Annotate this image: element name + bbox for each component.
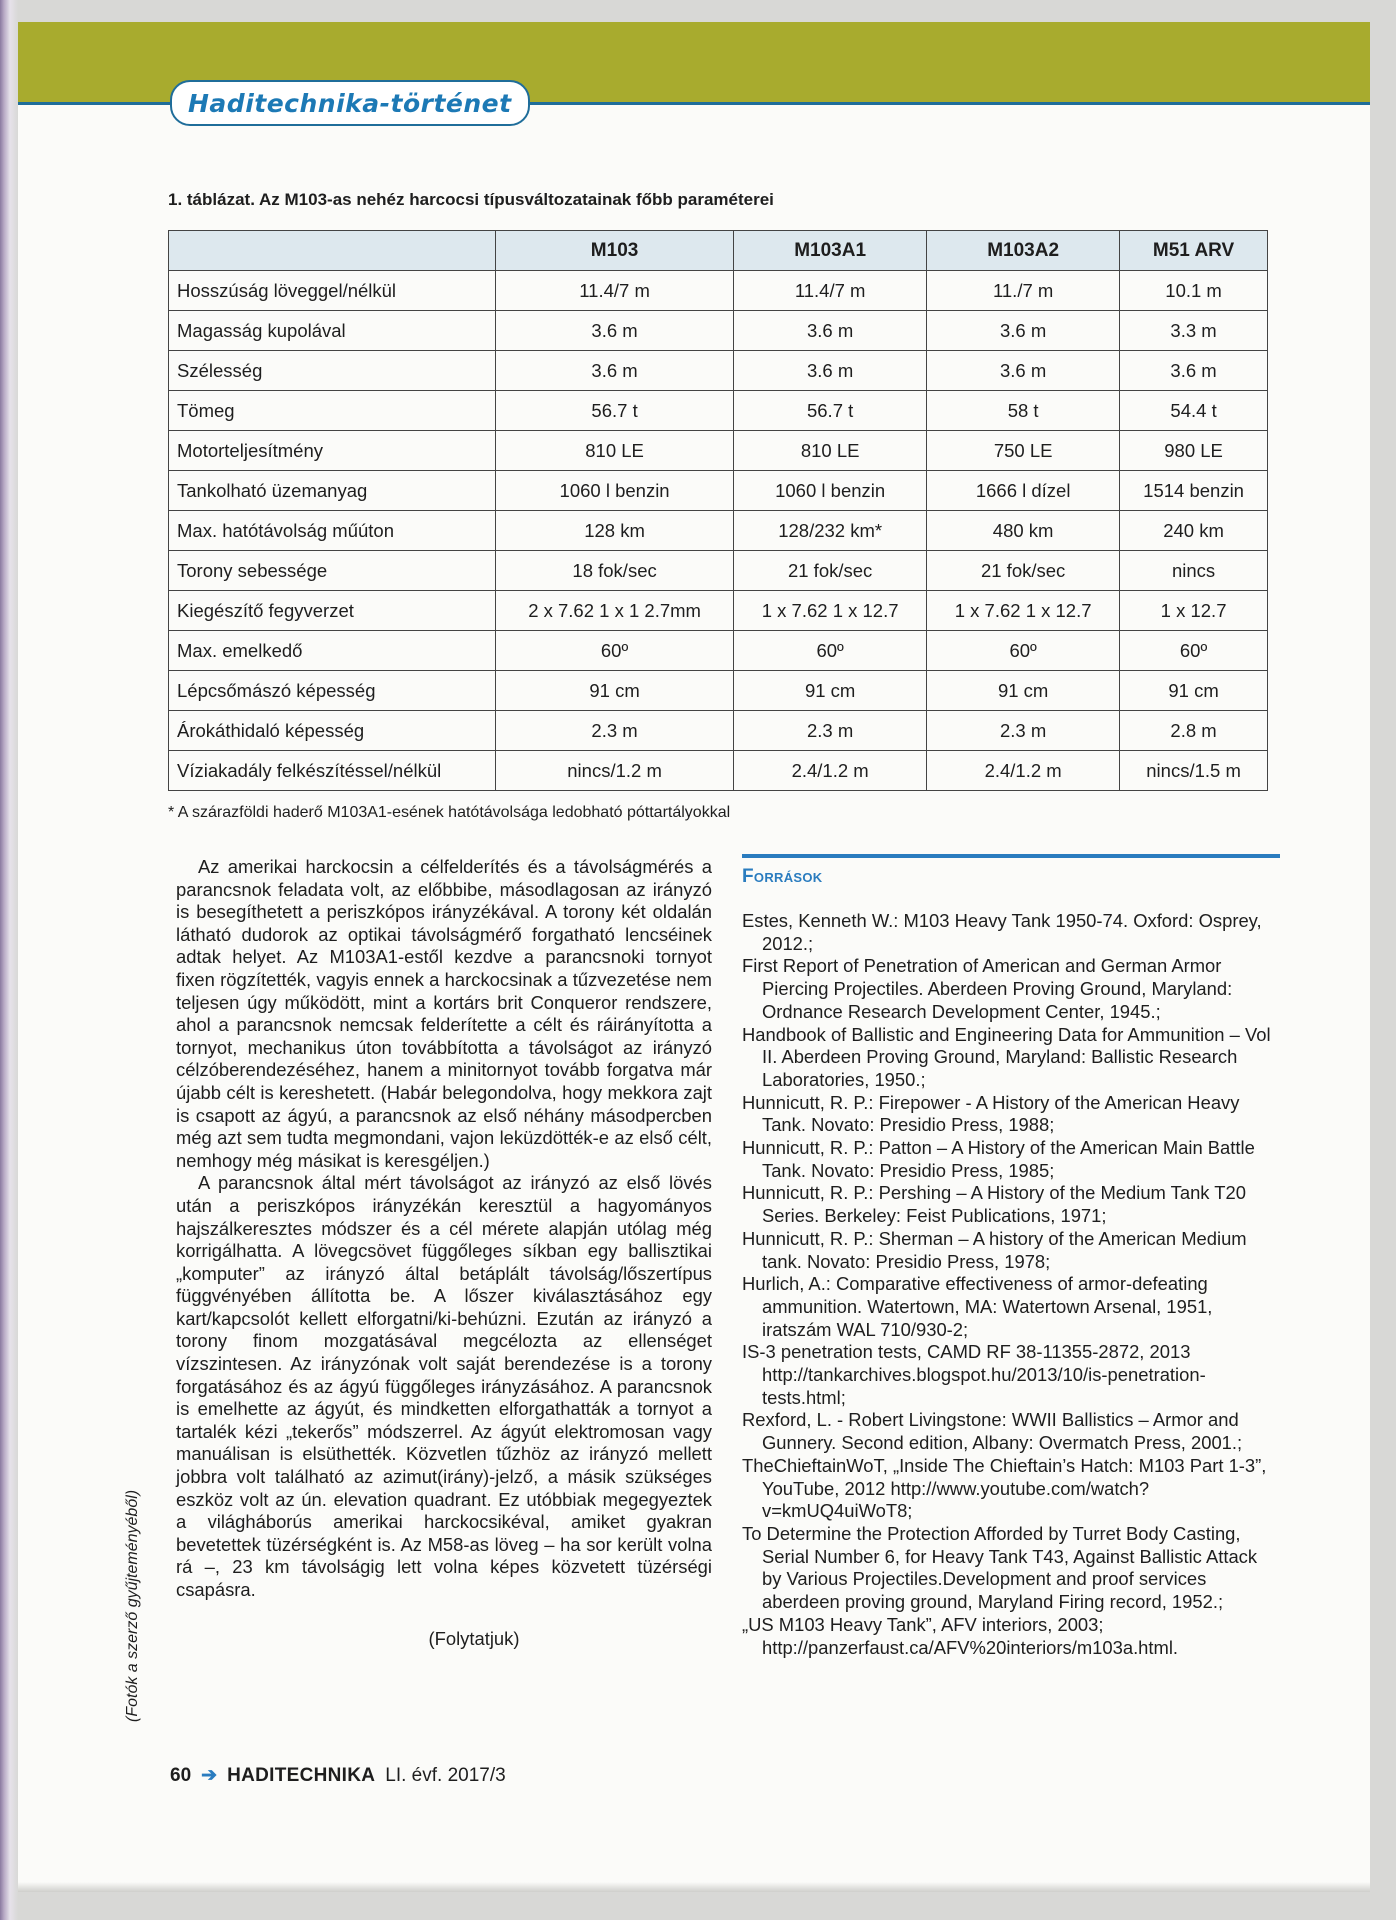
table-cell: 240 km xyxy=(1120,511,1268,551)
table-cell: 3.6 m xyxy=(496,311,734,351)
table-cell: 3.6 m xyxy=(927,311,1120,351)
table-column-header: M103A2 xyxy=(927,231,1120,271)
sources-box xyxy=(742,854,1280,1659)
table-row-label: Torony sebessége xyxy=(169,551,496,591)
table-cell: 11./7 m xyxy=(927,271,1120,311)
sources-title: Források xyxy=(742,866,823,887)
table-cell: 11.4/7 m xyxy=(734,271,927,311)
table-cell: 1060 l benzin xyxy=(496,471,734,511)
source-item: First Report of Penetration of American and German Armor Piercing Projectiles. Aberdeen Proving Ground, Maryland: Ordnance Research Development Center, 1945.; xyxy=(742,955,1233,1022)
table-cell: 1666 l dízel xyxy=(927,471,1120,511)
table-row xyxy=(169,511,1268,551)
table-column-header: M51 ARV xyxy=(1120,231,1268,271)
table-cell: 750 LE xyxy=(927,431,1120,471)
table-row xyxy=(169,311,1268,351)
source-item: Rexford, L. - Robert Livingstone: WWII Ballistics – Armor and Gunnery. Second edition, Albany: Overmatch Press, 2001.; xyxy=(742,1409,1243,1454)
table-row-label: Tankolható üzemanyag xyxy=(169,471,496,511)
source-item: TheChieftainWoT, „Inside The Chieftain’s Hatch: M103 Part 1-3”, YouTube, 2012 http://www.youtube.com/watch?v=kmUQ4uiWoT8; xyxy=(742,1454,1267,1522)
table-cell: 60º xyxy=(927,631,1120,671)
table-cell: 3.6 m xyxy=(1120,351,1268,391)
source-item: Hunnicutt, R. P.: Pershing – A History of the Medium Tank T20 Series. Berkeley: Feist Publications, 1971; xyxy=(742,1182,1246,1227)
table-cell: 3.6 m xyxy=(734,311,927,351)
table-cell: nincs xyxy=(1120,551,1268,591)
table-caption: 1. táblázat. Az M103-as nehéz harcocsi típusváltozatainak főbb paraméterei xyxy=(168,190,774,209)
table-row xyxy=(169,751,1268,791)
table-cell: 2.4/1.2 m xyxy=(734,751,927,791)
table-cell: 91 cm xyxy=(927,671,1120,711)
table-cell: nincs/1.5 m xyxy=(1120,751,1268,791)
table-cell: 60º xyxy=(496,631,734,671)
table-cell: 480 km xyxy=(927,511,1120,551)
page-number: 60 xyxy=(170,1765,192,1786)
table-cell: 128 km xyxy=(496,511,734,551)
table-cell: 56.7 t xyxy=(496,391,734,431)
table-row xyxy=(169,551,1268,591)
source-item: „US M103 Heavy Tank”, AFV interiors, 2003; http://panzerfaust.ca/AFV%20interiors/m103a.html. xyxy=(742,1613,1179,1658)
table-header-row xyxy=(169,231,1268,271)
table-footnote: * A szárazföldi haderő M103A1-esének hatótávolsága ledobható póttartályokkal xyxy=(168,804,731,821)
sources-rule xyxy=(742,854,1280,858)
table-cell: 3.6 m xyxy=(496,351,734,391)
table-cell: 2.3 m xyxy=(496,711,734,751)
table-row-label: Max. emelkedő xyxy=(169,631,496,671)
table-cell: 810 LE xyxy=(734,431,927,471)
continued-note: (Folytatjuk) xyxy=(428,1627,520,1649)
table-cell: 10.1 m xyxy=(1120,271,1268,311)
table-cell: 60º xyxy=(734,631,927,671)
table-cell: 2.8 m xyxy=(1120,711,1268,751)
table-cell: 60º xyxy=(1120,631,1268,671)
table-cell: 3.3 m xyxy=(1120,311,1268,351)
arrow-icon: ➔ xyxy=(201,1765,218,1786)
table-cell: 810 LE xyxy=(496,431,734,471)
source-item: Hunnicutt, R. P.: Patton – A History of the American Main Battle Tank. Novato: Presidio Press, 1985; xyxy=(742,1137,1255,1181)
table-cell: 1 x 7.62 1 x 12.7 xyxy=(734,591,927,631)
table-row-label: Hosszúság löveggel/nélkül xyxy=(169,271,496,311)
section-tab xyxy=(170,80,530,126)
table-row-label: Lépcsőmászó képesség xyxy=(169,671,496,711)
table-cell: 128/232 km* xyxy=(734,511,927,551)
table-row-label: Árokáthidaló képesség xyxy=(169,711,496,751)
table-header-corner xyxy=(169,231,496,271)
table-row xyxy=(169,671,1268,711)
source-item: To Determine the Protection Afforded by Turret Body Casting, Serial Number 6, for Heavy Tank T43, Against Ballistic Attack by Various Projectiles.Development and proof services aberdeen proving ground, Maryland Firing record, 1952.; xyxy=(742,1522,1258,1613)
table-cell: 980 LE xyxy=(1120,431,1268,471)
table-row xyxy=(169,391,1268,431)
table-row-label: Szélesség xyxy=(169,351,496,391)
table-cell: 56.7 t xyxy=(734,391,927,431)
table-cell: nincs/1.2 m xyxy=(496,751,734,791)
photo-credit: (Fotók a szerző gyűjteményéből) xyxy=(124,1489,141,1722)
issue-label: LI. évf. 2017/3 xyxy=(385,1765,506,1786)
source-item: Estes, Kenneth W.: M103 Heavy Tank 1950-74. Oxford: Osprey, 2012.; xyxy=(742,910,1262,954)
page-footer xyxy=(170,1764,506,1787)
source-item: Hunnicutt, R. P.: Firepower - A History of the American Heavy Tank. Novato: Presidio Press, 1988; xyxy=(742,1091,1240,1136)
source-item: Hurlich, A.: Comparative effectiveness of armor-defeating ammunition. Watertown, MA: Watertown Arsenal, 1951, iratszám WAL 710/930-2; xyxy=(742,1273,1213,1340)
table-row xyxy=(169,591,1268,631)
magazine-name: HADITECHNIKA xyxy=(227,1765,376,1786)
table-cell: 91 cm xyxy=(1120,671,1268,711)
table-row-label: Víziakadály felkészítéssel/nélkül xyxy=(169,751,496,791)
table-cell: 1 x 12.7 xyxy=(1120,591,1268,631)
table-cell: 21 fok/sec xyxy=(927,551,1120,591)
table-cell: 91 cm xyxy=(496,671,734,711)
source-item: IS-3 penetration tests, CAMD RF 38-11355-2872, 2013 http://tankarchives.blogspot.hu/2013/10/is-penetration-tests.html; xyxy=(742,1341,1206,1408)
table-row-label: Motorteljesítmény xyxy=(169,431,496,471)
table-cell: 11.4/7 m xyxy=(496,271,734,311)
section-tab-label: Haditechnika-történet xyxy=(188,88,512,118)
table-cell: 2 x 7.62 1 x 1 2.7mm xyxy=(496,591,734,631)
table-row-label: Tömeg xyxy=(169,391,496,431)
article-column xyxy=(176,856,712,1650)
table-row xyxy=(169,431,1268,471)
table-cell: 58 t xyxy=(927,391,1120,431)
table-column-header: M103A1 xyxy=(734,231,927,271)
table-row-label: Kiegészítő fegyverzet xyxy=(169,591,496,631)
sources-list xyxy=(742,910,1280,1659)
table-row xyxy=(169,711,1268,751)
table-cell: 2.3 m xyxy=(927,711,1120,751)
table-cell: 3.6 m xyxy=(927,351,1120,391)
table-row xyxy=(169,271,1268,311)
page-bottom-edge xyxy=(18,1882,1370,1892)
table-row xyxy=(169,631,1268,671)
source-item: Handbook of Ballistic and Engineering Data for Ammunition – Vol II. Aberdeen Proving Ground, Maryland: Ballistic Research Laboratories, 1950.; xyxy=(742,1023,1271,1090)
table-row-label: Max. hatótávolság műúton xyxy=(169,511,496,551)
table-row-label: Magasság kupolával xyxy=(169,311,496,351)
table-cell: 2.4/1.2 m xyxy=(927,751,1120,791)
article-paragraph: Az amerikai harckocsin a célfelderítés és a távolságmérés a parancsnok feladata volt, az előbbibe, másodlagosan az irányzó is besegíthetett a periszkópos irányzékával. A torony két oldalán látható dudorok az optikai távolságmérő forgatható lencséinek adtak helyet. Az M103A1-estől kezdve a parancsnoki tornyot fixen rögzítették, vagyis ennek a harckocsinak a tűzvezetése nem teljesen úgy működött, mint a kortárs brit Conqueror rendszere, ahol a parancsnok nemcsak felderítette a célt és ráirányította a tornyot, mechanikus úton továbbította a távolságot az irányzó célzóberendezéséhez, hanem a minitornyot tovább forgatva már újabb célt is kereshetett. (Habár belegondolva, hogy mekkora zajt is csapott az ágyú, a parancsnok az első néhány másodpercben még azt sem tudta megmondani, vajon leküzdötték-e az első célt, nemhogy még másikat is keresgéljen.) xyxy=(176,856,712,1171)
table-cell: 1514 benzin xyxy=(1120,471,1268,511)
table-cell: 91 cm xyxy=(734,671,927,711)
table-cell: 2.3 m xyxy=(734,711,927,751)
magazine-page xyxy=(18,22,1370,1892)
table-cell: 21 fok/sec xyxy=(734,551,927,591)
source-item: Hunnicutt, R. P.: Sherman – A history of the American Medium tank. Novato: Presidio Press, 1978; xyxy=(742,1227,1247,1272)
table-row xyxy=(169,351,1268,391)
page-binding-edge xyxy=(0,0,18,1920)
spec-table xyxy=(168,230,1268,791)
table-column-header: M103 xyxy=(496,231,734,271)
table-cell: 18 fok/sec xyxy=(496,551,734,591)
table-cell: 54.4 t xyxy=(1120,391,1268,431)
table-body xyxy=(169,271,1268,791)
article-paragraph: A parancsnok által mért távolságot az irányzó az első lövés után a periszkópos irányzékán keresztül a hagyományos hajszálkeresztes módszer és a cél mérete alapján utólag még korrigálhatta. A lövegcsövet függőleges síkban egy ballisztikai „komputer” az irányzó által betáplált távolság/lőszertípus függvényében állította be. A lőszer kiválasztásához egy kart/kapcsolót kellett elforgatni/ki-behúzni. Ezután az irányzó a torony finom mozgatásával megcélozta az ellenséget vízszintesen. Az irányzónak volt saját berendezése is a torony forgatásához és az ágyú függőleges irányzásához. A parancsnok is emelhette az ágyút, és mindketten elforgathatták a tornyot a tartalék kézi „tekerős” módszerrel. Az ágyút elektromosan vagy manuálisan is elsüthették. Közvetlen tűzhöz az irányzó mellett jobbra volt található az azimut(irány)-jelző, a másik szükséges eszköz volt az ún. elevation quadrant. Ez utóbbiak megegyeztek a világháborús amerikai harckocsikéval, amiket gyakran bevetettek tüzérségként is. Az M58-as löveg – ha sor került volna rá –, 23 km távolságig lett volna képes közvetett tüzérségi csapásra. xyxy=(176,1172,712,1600)
table-row xyxy=(169,471,1268,511)
table-cell: 1 x 7.62 1 x 12.7 xyxy=(927,591,1120,631)
table-cell: 1060 l benzin xyxy=(734,471,927,511)
table-cell: 3.6 m xyxy=(734,351,927,391)
